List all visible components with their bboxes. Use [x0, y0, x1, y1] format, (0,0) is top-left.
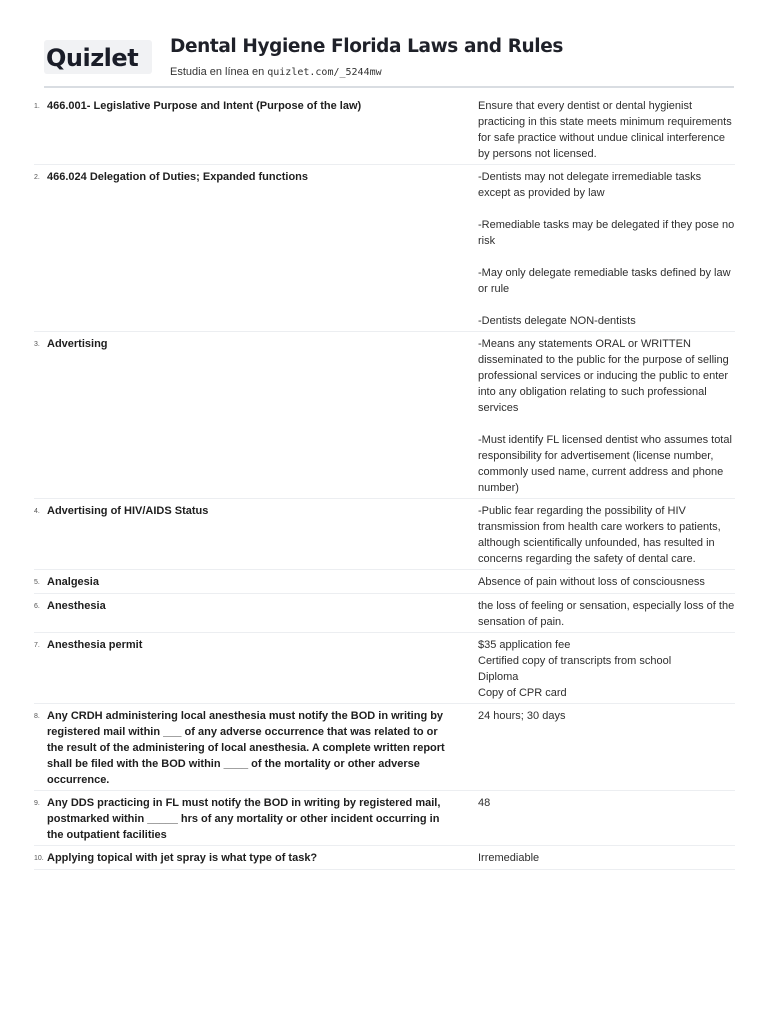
card-definition: 48: [478, 797, 491, 809]
card-term: Advertising: [47, 338, 108, 350]
card-definition: -Means any statements ORAL or WRITTEN disseminated to the public for the purpose of selling professional services or inducing the public to enter into any obligation relating to such professional services -Must identify FL licensed dentist who assumes total responsibility for advertisement (license number, commonly used name, current address and phone number): [478, 338, 732, 494]
card-number: 9.: [34, 800, 40, 807]
card-term: Any DDS practicing in FL must notify the BOD in writing by registered mail, postmarked within _____ hrs of any mortality or other incident occurring in the outpatient facilities: [47, 797, 441, 841]
study-set-link[interactable]: quizlet.com/_5244mw: [267, 67, 382, 78]
quizlet-logo[interactable]: [44, 40, 152, 74]
flashcard-row: [34, 94, 735, 165]
flashcard-row: [34, 704, 735, 791]
flashcard-row: [34, 570, 735, 594]
card-term: Analgesia: [47, 576, 99, 588]
card-number: 4.: [34, 508, 40, 515]
flashcard-row: [34, 791, 735, 846]
card-number: 8.: [34, 713, 40, 720]
card-term: 466.001- Legislative Purpose and Intent (Purpose of the law): [47, 100, 362, 112]
card-number: 3.: [34, 341, 40, 348]
card-definition: Ensure that every dentist or dental hygienist practicing in this state meets minimum requirements for safe practice without undue clinical interference by persons not licensed.: [478, 100, 732, 160]
card-term: Anesthesia permit: [47, 639, 143, 651]
flashcard-row: [34, 332, 735, 499]
flashcard-row: [34, 165, 735, 332]
flashcard-list: [34, 94, 735, 870]
study-online-line: [170, 66, 382, 78]
subtitle-prefix: Estudia en línea en: [170, 66, 265, 78]
flashcard-row: [34, 846, 735, 870]
card-term: Applying topical with jet spray is what type of task?: [47, 852, 318, 864]
flashcard-row: [34, 499, 735, 570]
card-term: Any CRDH administering local anesthesia must notify the BOD in writing by registered mail within ___ of any adverse occurrence that was related to or the result of the administering of local anesthesia. A complete written report shall be filed with the BOD within ____ of the mortality or other adverse occurrence.: [47, 710, 445, 786]
flashcard-row: [34, 594, 735, 633]
card-definition: Irremediable: [478, 852, 540, 864]
logo-text: Quizlet: [46, 44, 139, 72]
card-number: 6.: [34, 603, 40, 610]
card-definition: the loss of feeling or sensation, especially loss of the sensation of pain.: [478, 600, 735, 628]
flashcard-row: [34, 633, 735, 704]
card-definition: Absence of pain without loss of consciousness: [478, 576, 705, 588]
card-definition: -Dentists may not delegate irremediable tasks except as provided by law -Remediable tasks may be delegated if they pose no risk -May only delegate remediable tasks defined by law or rule -Dentists delegate NON-dentists: [478, 171, 735, 327]
card-term: Advertising of HIV/AIDS Status: [47, 505, 209, 517]
card-number: 2.: [34, 174, 40, 181]
page-title: Dental Hygiene Florida Laws and Rules: [170, 36, 564, 57]
card-definition: -Public fear regarding the possibility of HIV transmission from health care workers to patients, although scientifically unfounded, has resulted in concerns regarding the safety of dental care.: [478, 505, 721, 565]
card-number: 5.: [34, 579, 40, 586]
card-number: 7.: [34, 642, 40, 649]
card-term: Anesthesia: [47, 600, 106, 612]
card-number: 1.: [34, 103, 40, 110]
card-definition: $35 application fee Certified copy of transcripts from school Diploma Copy of CPR card: [478, 639, 672, 699]
card-term: 466.024 Delegation of Duties; Expanded functions: [47, 171, 308, 183]
page-header: [44, 34, 734, 88]
card-definition: 24 hours; 30 days: [478, 710, 566, 722]
card-number: 10.: [34, 855, 44, 862]
